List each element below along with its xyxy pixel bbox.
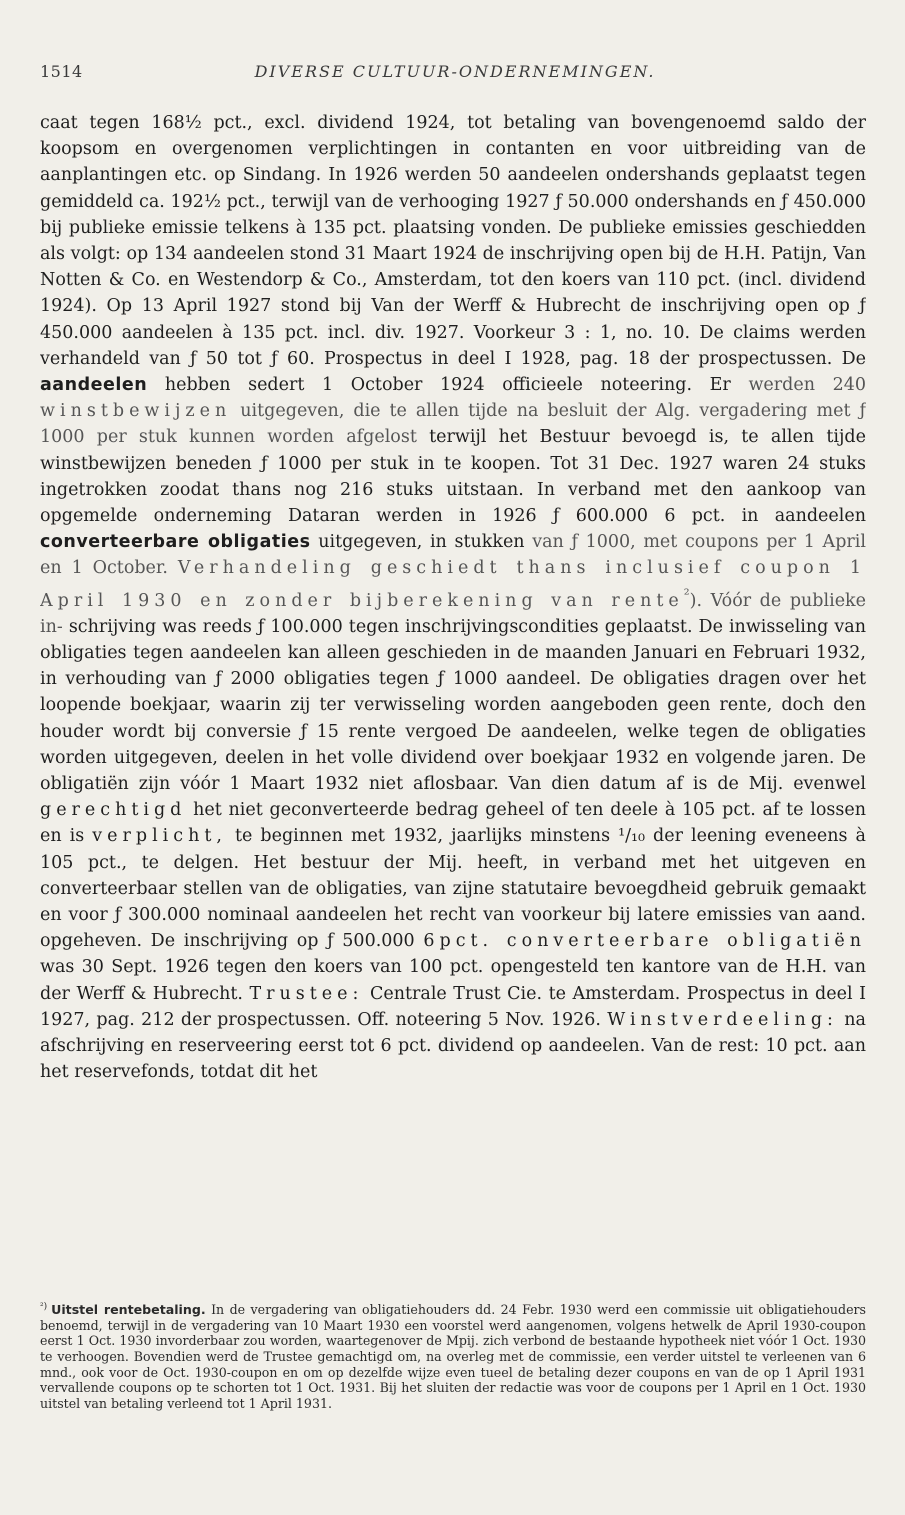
text-run: schrijving was reeds ƒ 100.000 tegen inschrijvingscondities geplaatst. De inwisseling van obligaties tegen aandeelen kan alleen geschieden in de maanden Januari en Februari 1932, in verhouding van ƒ 2000 obligaties tegen ƒ 1000 aandeel. De obligaties dragen over het loopende boekjaar, waarin zij ter verwisseling worden aangeboden geen rente, doch den houder wordt bij conversie ƒ 15 rente vergoed De aandeelen, welke tegen de obligaties worden uitgegeven, deelen in het volle dividend over boekjaar 1932 en volgende jaren. De obligatiën zijn vóór 1 Maart 1932 niet aflosbaar. Van dien datum af is de Mij. evenwel [40, 616, 866, 794]
text-run: Centrale Trust Cie. te Amsterdam. Prospectus in deel I 1927, pag. 212 der prospectussen. Off. noteering 5 Nov. 1926. [40, 983, 866, 1030]
text-run: van ƒ 1000, met coupons per 1 April en 1 October. [40, 532, 866, 579]
spaced-term-winstverdeeling: Winstverdeeling: [607, 1009, 838, 1030]
spaced-term-winstbewijzen: winstbewijzen [40, 401, 232, 422]
text-run: werden 240 [748, 375, 866, 396]
text-run: caat tegen 168½ pct., excl. dividend 1924, tot betaling van bovengenoemd saldo der koopsom en overgenomen verplichtingen in contanten en voor uitbreiding van de aanplantingen etc. op Sindang. In 1926 werden 50 aandeelen ondershands geplaatst tegen gemiddeld ca. 192½ pct., terwijl van de verhooging 1927 ƒ 50.000 ondershands en ƒ 450.000 bij publieke emissie telkens à 135 pct. plaatsing vonden. De publieke emissies geschiedden als volgt: op 134 aandeelen stond 31 Maart 1924 de inschrijving open bij de H.H. Patijn, Van Notten & Co. en Westendorp & Co., Amsterdam, tot den koers van 110 pct. (incl. dividend 1924). Op 13 April 1927 stond bij Van der Werff & Hubrecht de inschrijving open op ƒ 450.000 aandeelen à 135 pct. incl. div. 1927. Voorkeur 3 : 1, no. 10. De claims werden verhandeld van ƒ 50 tot ƒ 60. Prospectus in deel I 1928, pag. 18 der prospectussen. [40, 113, 866, 369]
page-number: 1514 [40, 62, 83, 81]
bold-term-converteerbare-obligaties: converteerbare obligaties [40, 532, 311, 553]
spaced-term-verhandeling: Verhandeling geschiedt thans inclusief coupon 1 April 1930 en zonder bijberekening van rente [40, 558, 866, 611]
running-head: DIVERSE CULTUUR-ONDERNEMINGEN. [254, 62, 656, 81]
footnote [40, 1300, 866, 1460]
spaced-term-converteerbare-obligatien: 6pct. converteerbare obligatiën [423, 931, 866, 952]
text-run: was 30 Sept. 1926 tegen den koers van 100 pct. opengesteld ten kantore van de H.H. van der Werff & Hubrecht. [40, 957, 866, 1004]
text-run: terwijl het Bestuur bevoegd is, te allen tijde winstbewijzen beneden ƒ 1000 per stuk in te koopen. Tot 31 Dec. 1927 waren 24 stuks ingetrokken zoodat thans nog 216 stuks uitstaan. In verband met den aankoop van opgemelde onderneming Dataran werden in 1926 ƒ 600.000 6 pct. in aandeelen [40, 427, 866, 527]
bold-term-aandeelen: aandeelen [40, 375, 148, 396]
page-header [40, 62, 870, 88]
text-run: uitgegeven, die te allen tijde na besluit der Alg. vergadering met ƒ 1000 per stuk kunnen worden afgelost [40, 401, 866, 448]
body-paragraph [40, 110, 866, 1085]
body-text [40, 110, 866, 1280]
text-run: ). Vóór de publieke in- [40, 590, 866, 637]
spaced-term-verplicht: verplicht, [92, 826, 227, 847]
footnote-mark: ²) [40, 1302, 48, 1312]
text-run: te beginnen met 1932, jaarlijks minstens ¹/₁₀ der leening eveneens à 105 pct., te delgen. Het bestuur der Mij. heeft, in verband met het uitgeven en converteerbaar stellen van de obligaties, van zijne statutaire bevoegdheid gebruik gemaakt en voor ƒ 300.000 nominaal aandeelen het recht van voorkeur bij latere emissies van aand. opgeheven. De inschrijving op ƒ 500.000 [40, 826, 866, 952]
text-run: hebben sedert 1 October 1924 officieele noteering. Er [164, 375, 731, 396]
footnote-paragraph [40, 1300, 866, 1411]
text-run: het niet geconverteerde bedrag geheel of ten deele à 105 pct. af te lossen en is [40, 800, 866, 847]
spaced-term-gerechtigd: gerechtigd [40, 800, 187, 821]
text-run: na afschrijving en reserveering eerst tot 6 pct. dividend op aandeelen. Van de rest: 10 pct. aan het reservefonds, totdat dit het [40, 1009, 866, 1083]
text-run: uitgegeven, in stukken [318, 532, 525, 553]
text-run: De [841, 348, 866, 369]
footnote-heading: Uitstel rentebetaling. [51, 1302, 206, 1318]
spaced-term-trustee: Trustee: [249, 983, 364, 1004]
footnote-reference: ² [683, 585, 690, 603]
footnote-text: In de vergadering van obligatiehouders dd. 24 Febr. 1930 werd een commissie uit obligatiehouders benoemd, terwijl in de vergadering van 10 Maart 1930 een voorstel werd aangenomen, volgens hetwelk de April 1930-coupon eerst 1 Oct. 1930 invorderbaar zou worden, waartegenover de Mpij. zich verbond de bestaande hypotheek niet vóór 1 Oct. 1930 te verhoogen. Bovendien werd de Trustee gemachtigd om, na overleg met de commissie, een verder uitstel te verleenen van 6 mnd., ook voor de Oct. 1930-coupon en om op dezelfde wijze even tueel de betaling dezer coupons en van de op 1 April 1931 vervallende coupons op te schorten tot 1 Oct. 1931. Bij het sluiten der redactie was voor de coupons per 1 April en 1 Oct. 1930 uitstel van betaling verleend tot 1 April 1931. [40, 1302, 866, 1411]
